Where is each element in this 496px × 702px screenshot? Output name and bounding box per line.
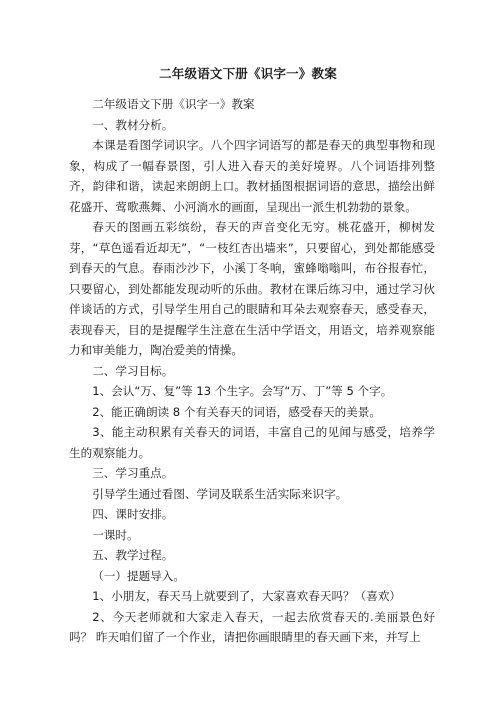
document-title: 二年级语文下册《识字一》教案 bbox=[159, 66, 337, 81]
paragraph-learning-focus: 引导学生通过看图、学词及联系生活实际来识字。 bbox=[92, 486, 348, 501]
paragraph-subtitle: 二年级语文下册《识字一》教案 bbox=[92, 97, 255, 111]
objective-item-2: 2、能正确朗读 8 个有关春天的词语，感受春天的美景。 bbox=[92, 404, 381, 419]
document-body bbox=[69, 94, 435, 648]
heading-teaching-material-analysis: 一、教材分析。 bbox=[92, 117, 174, 132]
heading-class-schedule: 四、课时安排。 bbox=[92, 507, 174, 521]
heading-teaching-process: 五、教学过程。 bbox=[92, 548, 174, 562]
paragraph-lesson-overview: 本课是看图学词识字。八个四字词语写的都是春天的典型事物和现象，构成了一幅春景图，引人进入春天的美好境界。八个词语排列整齐，韵律和谐，读起来朗朗上口。教材插图根据词语的意思，描绘出鲜花盛开、莺歌燕舞、小河淌水的画面，呈现出一派生机勃勃的景象。 bbox=[69, 138, 435, 214]
process-item-2: 2、今天老师就和大家走入春天，一起去欣赏春天的.美丽景色好吗？ 昨天咱们留了一个作业，请把你画眼睛里的春天画下来，并写上 bbox=[69, 609, 435, 644]
paragraph-class-schedule: 一课时。 bbox=[92, 527, 139, 542]
paragraph-spring-description: 春天的图画五彩缤纷，春天的声音变化无穷。桃花盛开，柳树发芽，“草色遥看近却无”，“一枝红杏出墙来”，只要留心，到处都能感受到春天的气息。春雨沙沙下，小溪丁冬响，蜜蜂嗡嗡叫，布谷报春忙，只要留心，到处都能发现动听的乐曲。教材在课后练习中，通过学习伙伴谈话的方式，引导学生用自己的眼睛和耳朵去观察春天，感受春天，表现春天，目的是提醒学生注意在生活中学语文，用语文，培养观察能力和审美能力，陶冶爱美的情操。 bbox=[69, 220, 435, 357]
objective-item-3: 3、能主动积累有关春天的词语，丰富自己的见闻与感受，培养学生的观察能力。 bbox=[69, 425, 435, 460]
process-item-1: 1、小朋友，春天马上就要到了，大家喜欢春天吗？（喜欢） bbox=[92, 589, 402, 603]
heading-learning-objectives: 二、学习目标。 bbox=[92, 363, 174, 378]
heading-learning-focus: 三、学习重点。 bbox=[92, 466, 174, 480]
objective-item-1: 1、会认“万、复”等 13 个生字。会写“万、丁”等 5 个字。 bbox=[92, 384, 393, 398]
heading-introduction: （一）提题导入。 bbox=[92, 568, 185, 583]
